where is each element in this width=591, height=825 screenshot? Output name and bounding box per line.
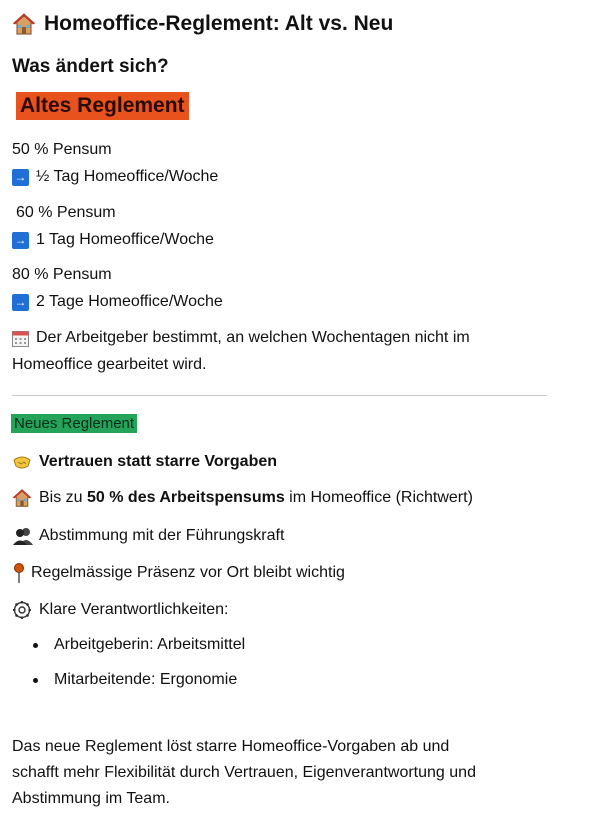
right-arrow-icon: → — [12, 232, 29, 249]
right-arrow-icon: → — [12, 169, 29, 186]
bullet-employer — [33, 636, 245, 654]
summary-line2: schafft mehr Flexibilität durch Vertrauen, Eigenverantwortung und — [12, 764, 476, 781]
page-title-text: Homeoffice-Reglement: Alt vs. Neu — [44, 12, 394, 35]
new-homeoffice-post: im Homeoffice (Richtwert) — [284, 489, 473, 506]
new-homeoffice-bold: 50 % des Arbeitspensums — [87, 489, 285, 506]
summary-line3: Abstimmung im Team. — [12, 790, 170, 807]
section-divider — [12, 395, 547, 396]
page-title — [12, 12, 393, 36]
gear-icon — [12, 600, 32, 620]
new-responsibilities — [12, 600, 228, 620]
new-homeoffice-pre: Bis zu — [39, 489, 88, 506]
old-rule-80 — [12, 293, 223, 311]
house-icon — [12, 12, 36, 36]
new-responsibilities-text: Klare Verantwortlichkeiten: — [39, 601, 229, 618]
old-rule-60-text: 1 Tag Homeoffice/Woche — [36, 231, 214, 248]
bullet-dot — [33, 678, 38, 683]
old-note-line2: Homeoffice gearbeitet wird. — [12, 356, 207, 373]
old-pensum-80: 80 % Pensum — [12, 266, 112, 283]
new-presence — [12, 563, 345, 583]
old-pensum-60: 60 % Pensum — [16, 204, 116, 221]
pushpin-icon — [12, 563, 26, 583]
bullet-employer-text: Arbeitgeberin: Arbeitsmittel — [54, 636, 246, 653]
new-coordination — [12, 526, 284, 546]
people-icon — [12, 526, 32, 546]
handshake-icon — [12, 452, 32, 472]
right-arrow-icon: → — [12, 294, 29, 311]
new-presence-text: Regelmässige Präsenz vor Ort bleibt wichtig — [31, 564, 345, 581]
calendar-icon — [12, 330, 29, 347]
bullet-dot — [33, 643, 38, 648]
old-rule-50-text: ½ Tag Homeoffice/Woche — [36, 168, 219, 185]
old-rule-50 — [12, 168, 218, 186]
page-subtitle: Was ändert sich? — [12, 56, 169, 77]
old-note-line1 — [12, 329, 470, 347]
new-trust-text: Vertrauen statt starre Vorgaben — [39, 453, 278, 470]
old-pensum-50: 50 % Pensum — [12, 141, 112, 158]
bullet-employees — [33, 671, 237, 689]
new-homeoffice — [12, 488, 473, 508]
bullet-employees-text: Mitarbeitende: Ergonomie — [54, 671, 238, 688]
house-icon — [12, 488, 32, 508]
old-reglement-heading: Altes Reglement — [16, 92, 189, 120]
new-trust — [12, 452, 277, 472]
old-rule-80-text: 2 Tage Homeoffice/Woche — [36, 293, 223, 310]
new-coordination-text: Abstimmung mit der Führungskraft — [39, 527, 285, 544]
old-rule-60 — [12, 231, 214, 249]
new-reglement-heading: Neues Reglement — [11, 414, 137, 433]
old-note-line1-text: Der Arbeitgeber bestimmt, an welchen Wochentagen nicht im — [36, 329, 470, 346]
summary-line1: Das neue Reglement löst starre Homeoffice-Vorgaben ab und — [12, 738, 450, 755]
